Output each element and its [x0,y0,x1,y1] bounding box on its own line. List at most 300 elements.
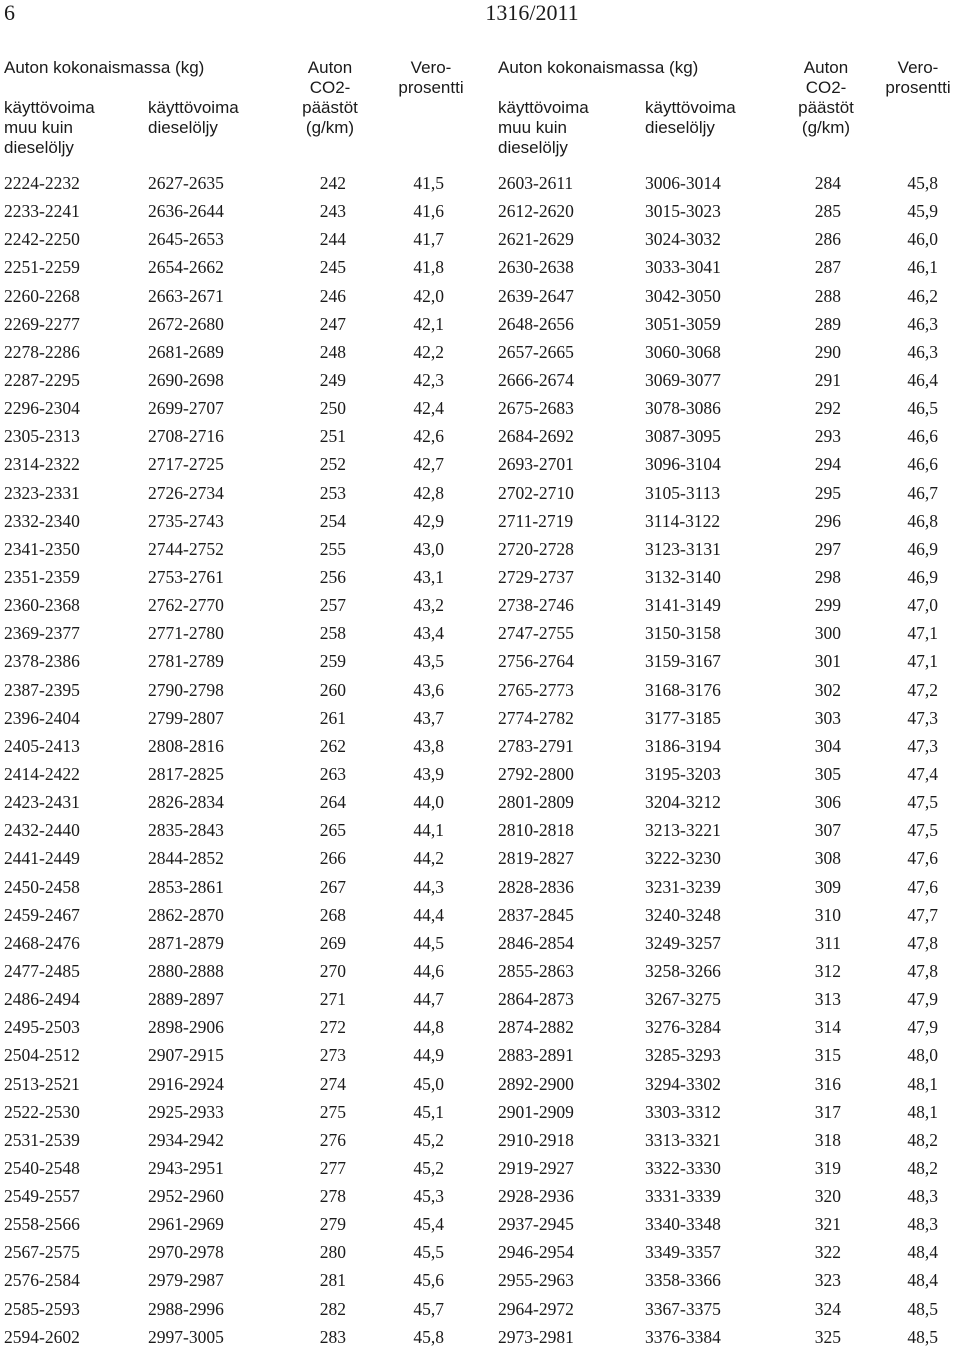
right-petrol-header-line-3: dieselöljy [498,138,568,157]
left-tax-cell: 45,2 [413,1157,444,1178]
right-petrol-mass-cell: 2729-2737 [498,566,574,587]
table-row [0,1210,960,1238]
right-co2-header-line-4: (g/km) [801,118,851,137]
left-diesel-mass-cell: 2880-2888 [148,960,224,981]
right-diesel-mass-cell: 3285-3293 [645,1045,721,1066]
right-tax-cell: 47,5 [907,820,938,841]
right-petrol-mass-cell: 2738-2746 [498,595,574,616]
right-diesel-mass-cell: 3069-3077 [645,369,721,390]
right-tax-cell: 47,9 [907,989,938,1010]
left-co2-cell: 245 [319,257,346,278]
right-diesel-mass-cell: 3042-3050 [645,285,721,306]
left-co2-header-line-4: (g/km) [305,118,355,137]
left-tax-cell: 45,4 [413,1214,444,1235]
table-row [0,450,960,478]
right-diesel-mass-cell: 3331-3339 [645,1186,721,1207]
right-petrol-mass-cell: 2774-2782 [498,707,574,728]
right-tax-header-line-1: Vero- [897,58,939,77]
left-tax-cell: 42,3 [413,369,444,390]
right-diesel-mass-cell: 3358-3366 [645,1270,721,1291]
right-tax-header-line-2: prosentti [885,78,951,97]
left-diesel-mass-cell: 2771-2780 [148,623,224,644]
left-co2-cell: 282 [319,1298,346,1319]
right-diesel-mass-cell: 3114-3122 [645,510,721,531]
right-co2-cell: 314 [814,1017,841,1038]
left-petrol-mass-cell: 2450-2458 [4,876,80,897]
right-petrol-mass-cell: 2711-2719 [498,510,574,531]
right-petrol-mass-cell: 2810-2818 [498,820,574,841]
table-row [0,1295,960,1323]
right-petrol-mass-cell: 2883-2891 [498,1045,574,1066]
table-row [0,985,960,1013]
right-tax-cell: 47,0 [907,595,938,616]
right-diesel-mass-cell: 3231-3239 [645,876,721,897]
left-petrol-mass-cell: 2540-2548 [4,1157,80,1178]
right-co2-cell: 305 [814,763,841,784]
left-co2-cell: 280 [319,1242,346,1263]
table-row [0,1098,960,1126]
right-petrol-mass-cell: 2603-2611 [498,173,574,193]
left-diesel-mass-cell: 2681-2689 [148,341,224,362]
right-co2-cell: 299 [814,595,841,616]
right-petrol-mass-cell: 2675-2683 [498,398,574,419]
right-petrol-mass-cell: 2874-2882 [498,1017,574,1038]
left-petrol-mass-cell: 2378-2386 [4,651,80,672]
right-petrol-mass-cell: 2937-2945 [498,1214,574,1235]
left-tax-cell: 45,2 [413,1129,444,1150]
left-co2-cell: 242 [319,173,346,193]
right-co2-cell: 292 [814,398,841,419]
right-co2-cell: 303 [814,707,841,728]
left-petrol-header-line-1: käyttövoima [4,98,95,117]
right-tax-cell: 48,2 [907,1129,938,1150]
left-petrol-mass-cell: 2441-2449 [4,848,80,869]
right-petrol-mass-cell: 2747-2755 [498,623,574,644]
left-diesel-mass-cell: 2817-2825 [148,763,224,784]
left-diesel-mass-cell: 2753-2761 [148,566,224,587]
left-tax-cell: 42,9 [413,510,444,531]
left-petrol-mass-cell: 2314-2322 [4,454,80,475]
left-tax-cell: 43,1 [413,566,444,587]
left-petrol-mass-cell: 2332-2340 [4,510,80,531]
right-co2-cell: 287 [814,257,841,278]
table-row [0,844,960,872]
right-diesel-mass-cell: 3322-3330 [645,1157,721,1178]
right-diesel-mass-cell: 3168-3176 [645,679,721,700]
table-row [0,873,960,901]
right-tax-cell: 46,4 [907,369,938,390]
right-tax-cell: 46,9 [907,538,938,559]
right-co2-cell: 310 [814,904,841,925]
left-co2-cell: 260 [319,679,346,700]
right-diesel-mass-cell: 3150-3158 [645,623,721,644]
left-diesel-mass-cell: 2943-2951 [148,1157,224,1178]
left-co2-cell: 265 [319,820,346,841]
right-co2-cell: 308 [814,848,841,869]
right-co2-cell: 321 [814,1214,841,1235]
left-tax-cell: 42,0 [413,285,444,306]
left-tax-cell: 44,5 [413,932,444,953]
right-diesel-mass-cell: 3123-3131 [645,538,721,559]
right-tax-cell: 47,9 [907,1017,938,1038]
right-tax-cell: 47,4 [907,763,938,784]
right-petrol-mass-cell: 2973-2981 [498,1326,574,1347]
left-petrol-mass-cell: 2224-2232 [4,173,80,193]
left-tax-cell: 43,7 [413,707,444,728]
left-petrol-mass-cell: 2341-2350 [4,538,80,559]
left-co2-cell: 255 [319,538,346,559]
table-row [0,422,960,450]
left-co2-cell: 270 [319,960,346,981]
right-diesel-mass-cell: 3240-3248 [645,904,721,925]
right-diesel-mass-cell: 3340-3348 [645,1214,721,1235]
left-petrol-mass-cell: 2522-2530 [4,1101,80,1122]
right-petrol-mass-cell: 2828-2836 [498,876,574,897]
right-co2-cell: 301 [814,651,841,672]
left-co2-cell: 278 [319,1186,346,1207]
right-co2-cell: 296 [814,510,841,531]
left-diesel-mass-cell: 2699-2707 [148,398,224,419]
left-tax-cell: 45,8 [413,1326,444,1347]
right-co2-cell: 295 [814,482,841,503]
right-diesel-mass-cell: 3303-3312 [645,1101,721,1122]
left-petrol-mass-cell: 2242-2250 [4,229,80,250]
left-tax-cell: 41,8 [413,257,444,278]
right-petrol-mass-cell: 2864-2873 [498,989,574,1010]
right-diesel-mass-cell: 3096-3104 [645,454,721,475]
right-diesel-mass-cell: 3258-3266 [645,960,721,981]
table-row [0,394,960,422]
right-diesel-mass-cell: 3006-3014 [645,173,721,193]
left-co2-cell: 261 [319,707,346,728]
right-co2-cell: 320 [814,1186,841,1207]
left-co2-cell: 264 [319,792,346,813]
right-co2-cell: 300 [814,623,841,644]
table-row [0,1154,960,1182]
left-diesel-mass-cell: 2961-2969 [148,1214,224,1235]
document-reference: 1316/2011 [485,0,579,25]
left-petrol-mass-cell: 2233-2241 [4,201,80,222]
left-tax-cell: 45,1 [413,1101,444,1122]
right-petrol-mass-cell: 2702-2710 [498,482,574,503]
left-petrol-header-line-2: muu kuin [4,118,73,137]
right-co2-cell: 322 [814,1242,841,1263]
table-row [0,1070,960,1098]
left-petrol-mass-cell: 2269-2277 [4,313,80,334]
left-tax-cell: 44,2 [413,848,444,869]
left-petrol-mass-cell: 2369-2377 [4,623,80,644]
table-row [0,1013,960,1041]
table-row [0,1323,960,1351]
right-tax-cell: 47,8 [907,932,938,953]
right-co2-cell: 289 [814,313,841,334]
right-co2-cell: 309 [814,876,841,897]
left-tax-cell: 44,6 [413,960,444,981]
left-co2-header-line-2: CO2- [309,78,351,97]
right-co2-cell: 284 [814,173,841,193]
right-petrol-mass-cell: 2837-2845 [498,904,574,925]
left-diesel-mass-cell: 2889-2897 [148,989,224,1010]
left-co2-cell: 281 [319,1270,346,1291]
left-co2-cell: 272 [319,1017,346,1038]
right-petrol-mass-cell: 2720-2728 [498,538,574,559]
left-diesel-mass-cell: 2654-2662 [148,257,224,278]
right-petrol-mass-cell: 2801-2809 [498,792,574,813]
left-co2-cell: 266 [319,848,346,869]
left-diesel-mass-cell: 2835-2843 [148,820,224,841]
right-diesel-header-line-2: dieselöljy [645,118,715,137]
left-mass-header: Auton kokonaismassa (kg) [4,58,205,77]
right-co2-cell: 294 [814,454,841,475]
left-petrol-mass-cell: 2423-2431 [4,792,80,813]
table-row [0,253,960,281]
left-co2-cell: 251 [319,426,346,447]
tax-rate-table [0,169,960,1351]
table-row [0,788,960,816]
left-petrol-header [4,98,95,158]
left-petrol-mass-cell: 2504-2512 [4,1045,80,1066]
right-diesel-mass-cell: 3105-3113 [645,482,721,503]
left-petrol-mass-cell: 2486-2494 [4,989,80,1010]
table-row [0,535,960,563]
left-tax-cell: 42,6 [413,426,444,447]
left-tax-cell: 45,7 [413,1298,444,1319]
left-diesel-mass-cell: 2988-2996 [148,1298,224,1319]
right-diesel-mass-cell: 3186-3194 [645,735,721,756]
right-diesel-mass-cell: 3313-3321 [645,1129,721,1150]
right-co2-cell: 307 [814,820,841,841]
left-diesel-mass-cell: 2862-2870 [148,904,224,925]
table-row [0,197,960,225]
right-petrol-mass-cell: 2693-2701 [498,454,574,475]
page-number: 6 [4,0,15,25]
table-row [0,169,960,197]
right-tax-cell: 46,3 [907,313,938,334]
right-diesel-mass-cell: 3376-3384 [645,1326,721,1347]
right-tax-cell: 47,1 [907,651,938,672]
left-tax-cell: 42,2 [413,341,444,362]
right-petrol-mass-cell: 2819-2827 [498,848,574,869]
left-tax-cell: 41,6 [413,201,444,222]
left-tax-cell: 44,9 [413,1045,444,1066]
left-co2-cell: 268 [319,904,346,925]
right-co2-cell: 291 [814,369,841,390]
right-petrol-mass-cell: 2621-2629 [498,229,574,250]
right-tax-cell: 45,8 [907,173,938,193]
right-tax-cell: 48,2 [907,1157,938,1178]
right-tax-cell: 46,1 [907,257,938,278]
table-row [0,957,960,985]
left-petrol-mass-cell: 2432-2440 [4,820,80,841]
left-diesel-mass-cell: 2627-2635 [148,173,224,193]
right-co2-cell: 313 [814,989,841,1010]
left-petrol-mass-cell: 2495-2503 [4,1017,80,1038]
left-tax-cell: 43,5 [413,651,444,672]
table-row [0,591,960,619]
left-diesel-mass-cell: 2672-2680 [148,313,224,334]
right-petrol-mass-cell: 2855-2863 [498,960,574,981]
left-petrol-header-line-3: dieselöljy [4,138,74,157]
table-row [0,310,960,338]
right-petrol-mass-cell: 2657-2665 [498,341,574,362]
right-diesel-mass-cell: 3024-3032 [645,229,721,250]
right-tax-header [876,58,960,98]
left-co2-header [290,58,370,138]
table-row [0,676,960,704]
left-co2-cell: 262 [319,735,346,756]
left-petrol-mass-cell: 2287-2295 [4,369,80,390]
left-petrol-mass-cell: 2585-2593 [4,1298,80,1319]
left-tax-cell: 42,7 [413,454,444,475]
left-diesel-mass-cell: 2979-2987 [148,1270,224,1291]
right-diesel-mass-cell: 3195-3203 [645,763,721,784]
left-co2-header-line-3: päästöt [302,98,358,117]
left-petrol-mass-cell: 2459-2467 [4,904,80,925]
right-diesel-mass-cell: 3294-3302 [645,1073,721,1094]
right-diesel-mass-cell: 3132-3140 [645,566,721,587]
left-diesel-mass-cell: 2970-2978 [148,1242,224,1263]
left-diesel-header [148,98,239,138]
right-petrol-mass-cell: 2612-2620 [498,201,574,222]
right-tax-cell: 47,3 [907,735,938,756]
left-co2-cell: 256 [319,566,346,587]
left-petrol-mass-cell: 2531-2539 [4,1129,80,1150]
page-header [0,0,960,32]
left-tax-cell: 44,7 [413,989,444,1010]
right-diesel-header [645,98,736,138]
right-petrol-mass-cell: 2783-2791 [498,735,574,756]
left-co2-cell: 250 [319,398,346,419]
right-co2-cell: 298 [814,566,841,587]
right-diesel-mass-cell: 3276-3284 [645,1017,721,1038]
table-row [0,929,960,957]
left-tax-cell: 43,4 [413,623,444,644]
table-row [0,225,960,253]
right-co2-cell: 304 [814,735,841,756]
right-petrol-mass-cell: 2792-2800 [498,763,574,784]
left-petrol-mass-cell: 2405-2413 [4,735,80,756]
left-petrol-mass-cell: 2387-2395 [4,679,80,700]
left-tax-cell: 43,9 [413,763,444,784]
right-diesel-mass-cell: 3141-3149 [645,595,721,616]
left-diesel-mass-cell: 2934-2942 [148,1129,224,1150]
left-co2-cell: 248 [319,341,346,362]
table-row [0,647,960,675]
left-diesel-mass-cell: 2826-2834 [148,792,224,813]
right-petrol-header-line-1: käyttövoima [498,98,589,117]
left-petrol-mass-cell: 2594-2602 [4,1326,80,1347]
left-co2-cell: 267 [319,876,346,897]
left-petrol-mass-cell: 2558-2566 [4,1214,80,1235]
left-co2-cell: 246 [319,285,346,306]
left-petrol-mass-cell: 2513-2521 [4,1073,80,1094]
left-tax-header [386,58,476,98]
right-co2-cell: 315 [814,1045,841,1066]
table-row [0,366,960,394]
left-diesel-mass-cell: 2636-2644 [148,201,224,222]
left-tax-cell: 44,0 [413,792,444,813]
left-tax-cell: 41,7 [413,229,444,250]
left-diesel-mass-cell: 2997-3005 [148,1326,224,1347]
right-co2-cell: 285 [814,201,841,222]
right-co2-cell: 286 [814,229,841,250]
right-petrol-mass-cell: 2928-2936 [498,1186,574,1207]
left-diesel-mass-cell: 2799-2807 [148,707,224,728]
left-diesel-mass-cell: 2690-2698 [148,369,224,390]
left-tax-cell: 42,1 [413,313,444,334]
left-petrol-mass-cell: 2251-2259 [4,257,80,278]
left-co2-cell: 283 [319,1326,346,1347]
right-petrol-mass-cell: 2765-2773 [498,679,574,700]
right-co2-cell: 325 [814,1326,841,1347]
left-tax-header-line-2: prosentti [398,78,464,97]
right-petrol-mass-cell: 2666-2674 [498,369,574,390]
right-diesel-mass-cell: 3267-3275 [645,989,721,1010]
left-co2-cell: 253 [319,482,346,503]
left-co2-cell: 249 [319,369,346,390]
right-petrol-mass-cell: 2901-2909 [498,1101,574,1122]
right-tax-cell: 48,3 [907,1186,938,1207]
left-diesel-mass-cell: 2907-2915 [148,1045,224,1066]
left-tax-cell: 45,3 [413,1186,444,1207]
left-diesel-mass-cell: 2808-2816 [148,735,224,756]
left-tax-cell: 44,8 [413,1017,444,1038]
left-diesel-mass-cell: 2925-2933 [148,1101,224,1122]
right-diesel-mass-cell: 3087-3095 [645,426,721,447]
right-tax-cell: 48,5 [907,1326,938,1347]
right-petrol-mass-cell: 2946-2954 [498,1242,574,1263]
left-petrol-mass-cell: 2305-2313 [4,426,80,447]
right-tax-cell: 47,6 [907,876,938,897]
left-diesel-mass-cell: 2762-2770 [148,595,224,616]
left-tax-cell: 42,4 [413,398,444,419]
left-diesel-header-line-1: käyttövoima [148,98,239,117]
right-diesel-mass-cell: 3015-3023 [645,201,721,222]
left-diesel-mass-cell: 2871-2879 [148,932,224,953]
left-co2-cell: 263 [319,763,346,784]
table-row [0,760,960,788]
table-row [0,507,960,535]
right-co2-cell: 311 [815,932,841,953]
left-petrol-mass-cell: 2567-2575 [4,1242,80,1263]
left-co2-cell: 271 [319,989,346,1010]
right-tax-cell: 46,6 [907,426,938,447]
left-diesel-mass-cell: 2744-2752 [148,538,224,559]
right-tax-cell: 48,1 [907,1101,938,1122]
right-tax-cell: 48,3 [907,1214,938,1235]
right-diesel-mass-cell: 3051-3059 [645,313,721,334]
left-petrol-mass-cell: 2351-2359 [4,566,80,587]
right-tax-cell: 46,6 [907,454,938,475]
right-petrol-mass-cell: 2639-2647 [498,285,574,306]
left-co2-header-line-1: Auton [307,58,353,77]
left-petrol-mass-cell: 2296-2304 [4,398,80,419]
table-row [0,563,960,591]
right-tax-cell: 48,4 [907,1270,938,1291]
left-petrol-mass-cell: 2468-2476 [4,932,80,953]
table-row [0,816,960,844]
left-co2-cell: 254 [319,510,346,531]
right-petrol-mass-cell: 2684-2692 [498,426,574,447]
left-tax-cell: 43,6 [413,679,444,700]
table-row [0,479,960,507]
left-petrol-mass-cell: 2396-2404 [4,707,80,728]
left-co2-cell: 259 [319,651,346,672]
left-tax-cell: 44,1 [413,820,444,841]
left-diesel-mass-cell: 2952-2960 [148,1186,224,1207]
left-diesel-header-line-2: dieselöljy [148,118,218,137]
right-co2-cell: 318 [814,1129,841,1150]
